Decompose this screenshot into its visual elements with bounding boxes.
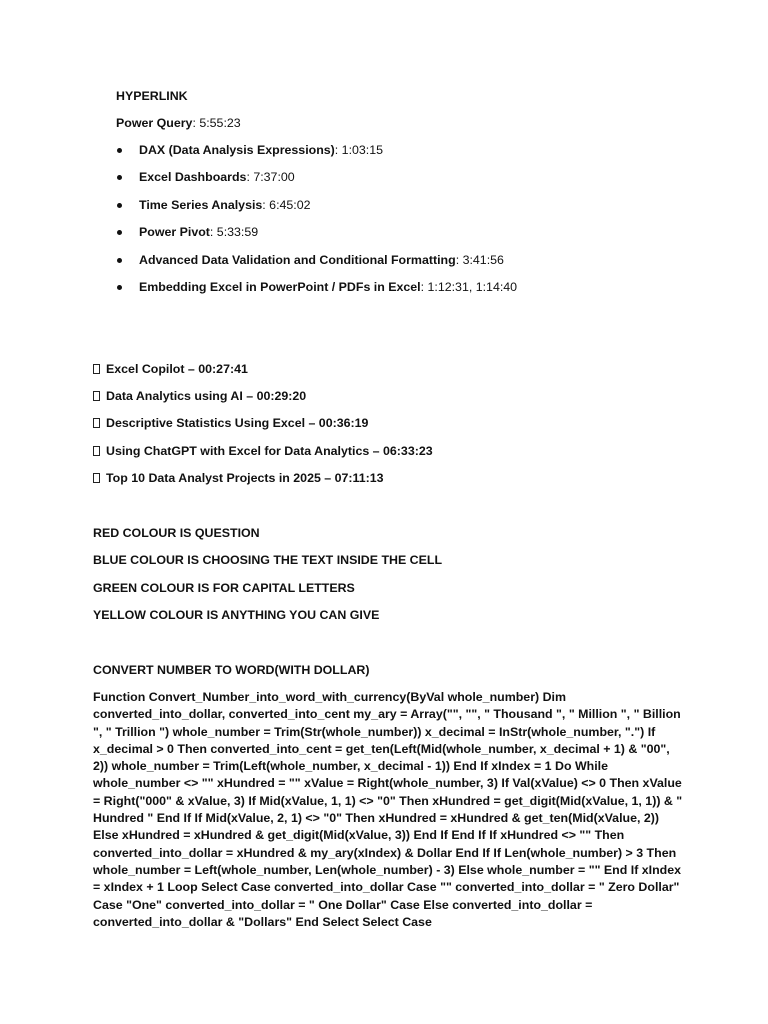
- power-query-line: [116, 116, 241, 131]
- colour-note: RED COLOUR IS QUESTION: [93, 526, 260, 540]
- bullet-dot-icon: [117, 203, 122, 208]
- missing-glyph-icon: [93, 418, 100, 428]
- bullet-dot-icon: [117, 148, 122, 153]
- marked-item: Descriptive Statistics Using Excel – 00:36:19: [106, 416, 369, 430]
- code-paragraph: Function Convert_Number_into_word_with_currency(ByVal whole_number) Dim converted_into_dollar, converted_into_cent my_ary = Array("", "", " Thousand ", " Million ", " Billion ", " Trillion ") whole_number = Trim(Str(whole_number)) x_decimal = InStr(whole_number, ".") If x_decimal > 0 Then converted_into_cent = get_ten(Left(Mid(whole_number, x_decimal + 1) & "00", 2)) whole_number = Trim(Left(whole_number, x_decimal - 1)) End If xIndex = 1 Do While whole_number <> "" xHundred = "" xValue = Right(whole_number, 3) If Val(xValue) <> 0 Then xValue = Right("000" & xValue, 3) If Mid(xValue, 1, 1) <> "0" Then xHundred = get_digit(Mid(xValue, 1, 1)) & " Hundred " End If If Mid(xValue, 2, 1) <> "0" Then xHundred = xHundred & get_ten(Mid(xValue, 2)) Else xHundred = xHundred & get_digit(Mid(xValue, 3)) End If End If If xHundred <> "" Then converted_into_dollar = xHundred & my_ary(xIndex) & Dollar End If If Len(whole_number) > 3 Then whole_number = Left(whole_number, Len(whole_number) - 3) Else whole_number = "" End If xIndex = xIndex + 1 Loop Select Case converted_into_dollar Case "" converted_into_dollar = " Zero Dollar" Case "One" converted_into_dollar = " One Dollar" Case Else converted_into_dollar = converted_into_dollar & "Dollars" End Select Select Case: [93, 690, 683, 929]
- bullet-dot-icon: [117, 230, 122, 235]
- list-item-label: Time Series Analysis: [139, 198, 263, 212]
- missing-glyph-icon: [93, 391, 100, 401]
- list-item-label: Embedding Excel in PowerPoint / PDFs in Excel: [139, 280, 421, 294]
- list-item: [139, 143, 383, 158]
- list-item: [139, 170, 295, 185]
- power-query-value: : 5:55:23: [192, 116, 241, 130]
- hyperlink-heading: HYPERLINK: [116, 89, 188, 103]
- bullet-dot-icon: [117, 175, 122, 180]
- list-item-label: Power Pivot: [139, 225, 210, 239]
- bullet-dot-icon: [117, 258, 122, 263]
- colour-note: BLUE COLOUR IS CHOOSING THE TEXT INSIDE THE CELL: [93, 553, 443, 567]
- list-item-value: : 1:12:31, 1:14:40: [420, 280, 518, 294]
- marked-item: Using ChatGPT with Excel for Data Analytics – 06:33:23: [106, 444, 433, 458]
- missing-glyph-icon: [93, 446, 100, 456]
- list-item-value: : 5:33:59: [209, 225, 259, 239]
- list-item-label: Advanced Data Validation and Conditional Formatting: [139, 253, 456, 267]
- list-item-value: : 6:45:02: [262, 198, 311, 212]
- list-item-label: DAX (Data Analysis Expressions): [139, 143, 335, 157]
- missing-glyph-icon: [93, 364, 100, 374]
- marked-item: Top 10 Data Analyst Projects in 2025 – 07:11:13: [106, 471, 384, 485]
- list-item: [139, 198, 311, 213]
- missing-glyph-icon: [93, 473, 100, 483]
- marked-item: Excel Copilot – 00:27:41: [106, 362, 248, 376]
- colour-note: YELLOW COLOUR IS ANYTHING YOU CAN GIVE: [93, 608, 380, 622]
- list-item-value: : 3:41:56: [455, 253, 504, 267]
- list-item-label: Excel Dashboards: [139, 170, 247, 184]
- list-item: [139, 253, 504, 268]
- power-query-label: Power Query: [116, 116, 193, 130]
- list-item-value: : 1:03:15: [334, 143, 384, 157]
- list-item: [139, 280, 517, 295]
- list-item-value: : 7:37:00: [246, 170, 295, 184]
- list-item: [139, 225, 258, 240]
- colour-note: GREEN COLOUR IS FOR CAPITAL LETTERS: [93, 581, 355, 595]
- marked-item: Data Analytics using AI – 00:29:20: [106, 389, 307, 403]
- convert-heading: CONVERT NUMBER TO WORD(WITH DOLLAR): [93, 663, 370, 677]
- bullet-dot-icon: [117, 285, 122, 290]
